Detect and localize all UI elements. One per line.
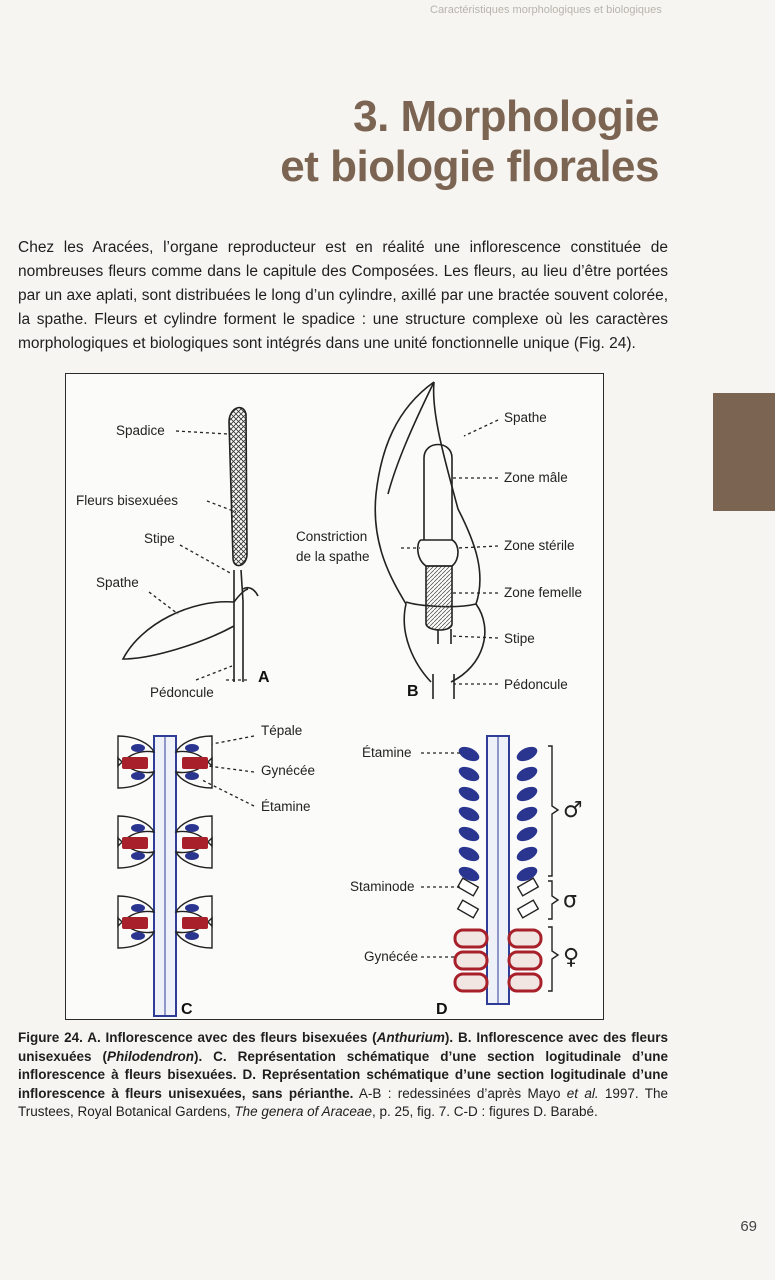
label-c-gynecee: Gynécée	[261, 763, 316, 778]
panel-c-letter: C	[181, 1001, 193, 1018]
figure-24	[65, 373, 604, 1020]
panel-b-drawing	[375, 382, 485, 699]
panel-a-letter: A	[258, 669, 270, 686]
figure-caption	[18, 1029, 668, 1122]
section-title-line-2: et biologie florales	[280, 142, 659, 191]
caption-main-2: ). B. Inflorescence avec des fleurs unisexuées (	[18, 1030, 668, 1064]
page-number: 69	[740, 1218, 757, 1235]
caption-credit-1-italic: et al.	[566, 1085, 599, 1101]
label-c-tepale: Tépale	[261, 723, 303, 738]
figure-24-drawing	[66, 374, 605, 1021]
caption-credit-2-italic: The genera of Araceae	[234, 1104, 372, 1119]
panel-d-drawing	[455, 736, 558, 1004]
caption-credit-3: , p. 25, fig. 7. C-D : figures D. Barabé.	[371, 1104, 598, 1119]
symbol-sterile: σ	[563, 888, 577, 913]
label-d-gynecee: Gynécée	[364, 949, 419, 964]
label-a-spadice: Spadice	[116, 423, 165, 438]
panel-a-drawing	[123, 570, 258, 682]
label-a-stipe: Stipe	[144, 531, 175, 546]
caption-main-2-italic: Philodendron	[106, 1048, 194, 1064]
label-d-etamine: Étamine	[362, 745, 412, 760]
caption-main-1: Figure 24. A. Inflorescence avec des fleurs bisexuées (	[18, 1030, 377, 1045]
section-title-line-1: 3. Morphologie	[353, 92, 659, 141]
panel-b-letter: B	[407, 683, 419, 700]
symbol-female: ♀	[563, 945, 580, 970]
panel-d-letter: D	[436, 1001, 448, 1018]
caption-main-3: ). C. Représentation schématique d’une section logitudinale d’une inflorescence à fleurs bisexuées. D. Représentation schématique d’une section logitudinale d’une inflorescence à fleurs unisexuées, sans périanthe.	[18, 1048, 668, 1101]
label-a-fleurs-bisexuees: Fleurs bisexuées	[76, 493, 179, 508]
label-b-constriction-l2: de la spathe	[296, 549, 370, 564]
running-head: Caractéristiques morphologiques et biologiques	[430, 4, 662, 16]
label-b-constriction-l1: Constriction	[296, 529, 368, 544]
symbol-male: ♂	[563, 798, 583, 823]
caption-main-1-italic: Anthurium	[376, 1030, 445, 1045]
label-b-spathe: Spathe	[504, 410, 547, 425]
caption-credit-1: A-B : redessinées d’après Mayo	[353, 1085, 567, 1101]
label-d-staminode: Staminode	[350, 879, 415, 894]
label-c-etamine: Étamine	[261, 799, 311, 814]
section-title	[280, 92, 659, 192]
label-a-pedoncule: Pédoncule	[150, 685, 214, 700]
label-b-zone-male: Zone mâle	[504, 470, 568, 485]
panel-a-spadix	[229, 408, 247, 566]
label-a-spathe: Spathe	[96, 575, 139, 590]
panel-b-female-zone	[426, 566, 452, 630]
caption-credit-2: 1997. The Trustees, Royal Botanical Gardens,	[18, 1085, 668, 1119]
label-b-pedoncule: Pédoncule	[504, 677, 568, 692]
label-b-stipe: Stipe	[504, 631, 535, 646]
panel-c-drawing	[118, 736, 212, 1016]
label-b-zone-femelle: Zone femelle	[504, 585, 583, 600]
chapter-thumb-tab	[713, 393, 775, 511]
label-b-zone-sterile: Zone stérile	[504, 538, 575, 553]
intro-paragraph: Chez les Aracées, l’organe reproducteur est en réalité une inflorescence constituée de nombreuses fleurs comme dans le capitule des Composées. Les fleurs, au lieu d’être portées par un axe aplati, sont distribuées le long d’un cylindre, axillé par une bractée souvent colorée, la spathe. Fleurs et cylindre forment le spadice : une structure complexe où les caractères morphologiques et biologiques sont intégrés dans une unité fonctionnelle unique (Fig. 24).	[18, 239, 668, 352]
